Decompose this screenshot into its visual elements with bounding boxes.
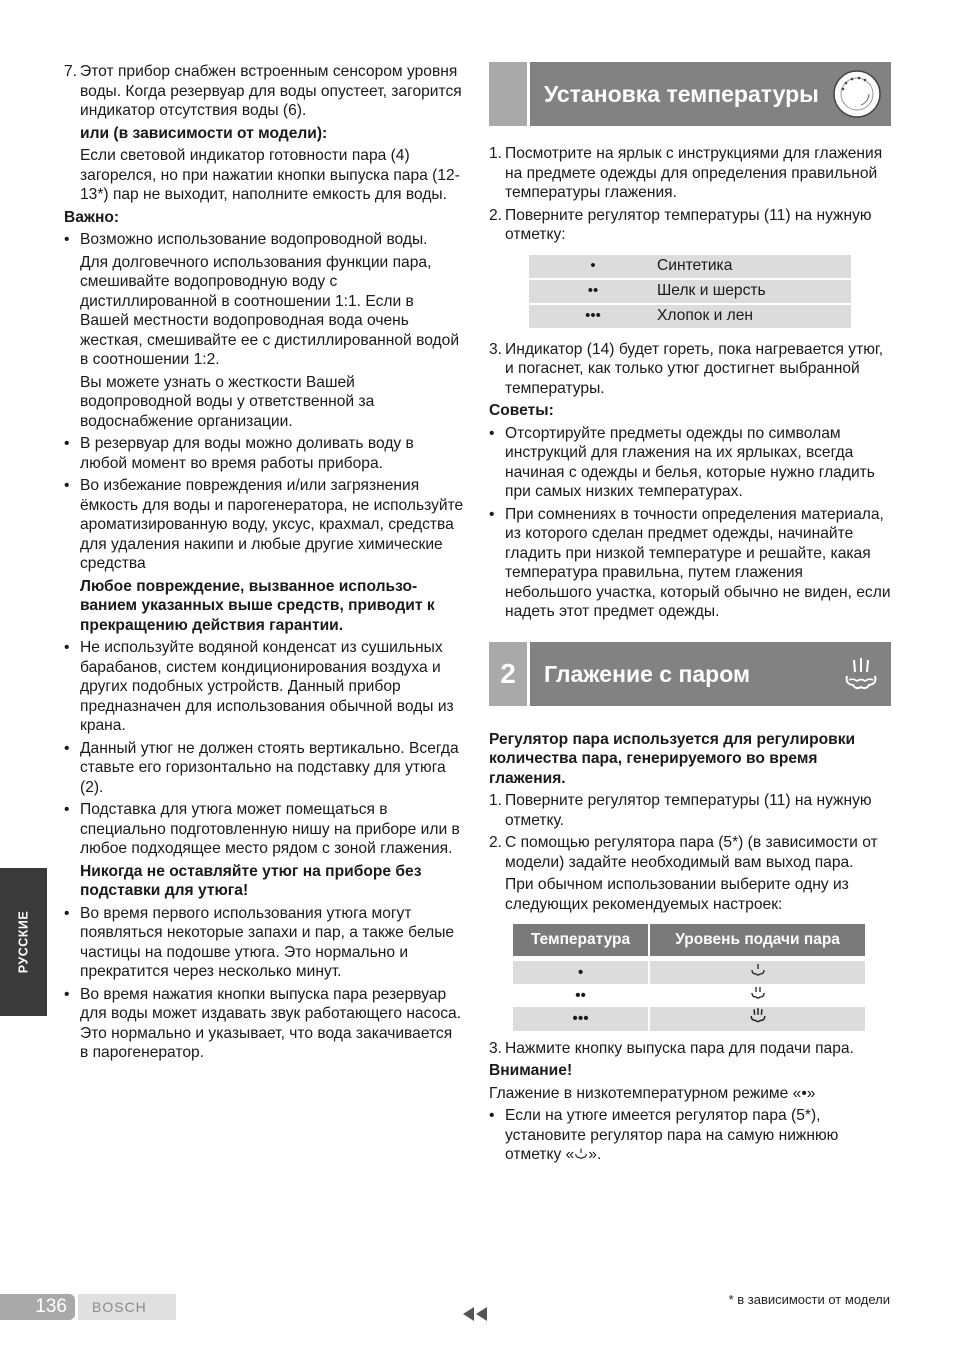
table-row: • Синтетика — [529, 255, 851, 278]
steam-icon — [841, 654, 881, 694]
bullet-text: Во время нажатия кнопки выпуска пара резервуар для воды может издавать звук работающего насоса. Это нормально и указывает, что вода закачивается в парогенератор. — [80, 985, 462, 1061]
bullet-text: Не используйте водяной конденсат из сушильных барабанов, систем кондиционирования воздуха и других подобных устройств. Данный прибор предназначен для использования обычной воды из крана. — [80, 639, 454, 734]
steam-level-1-icon — [574, 1147, 588, 1161]
instruction-step: 3. Индикатор (14) будет гореть, пока нагревается утюг, и погаснет, как только утюг достигнет выбранной температуры. — [489, 340, 884, 397]
column-header: Уровень подачи пара — [650, 924, 865, 956]
steam-intro: Регулятор пара используется для регулировки количества пара, генерируемого во время глажения. — [489, 730, 856, 787]
language-label: РУССКИЕ — [15, 910, 30, 974]
attention-heading: Внимание! — [489, 1062, 573, 1079]
section-header-steam — [489, 642, 891, 706]
list-item: • Во время нажатия кнопки выпуска пара резервуар для воды может издавать звук работающего насоса. Это нормально и указывает, что вода закачивается в парогенератор. — [64, 985, 464, 1063]
bullet-text: Во время первого использования утюга могут появляться некоторые запахи и пар, а также белые частицы на подошве утюга. Это нормально и прекратится через несколько минут. — [80, 904, 455, 980]
list-item: • Если на утюге имеется регулятор пара (5*), установите регулятор пара на самую нижнюю отметку « ». — [489, 1107, 839, 1163]
section-title: Глажение с паром — [544, 660, 750, 687]
list-item: • Данный утюг не должен стоять вертикально. Всегда ставьте его горизонтально на подставку для утюга (2). — [64, 739, 464, 798]
bullet-text: В резервуар для воды можно доливать воду в любой момент во время работы прибора. — [80, 435, 414, 472]
temperature-dial-icon — [831, 68, 883, 120]
instruction-step: 1. Поверните регулятор температуры (11) на нужную отметку. — [489, 792, 872, 829]
bullet-paragraph: Вы можете узнать о жесткости Вашей водопроводной воды у ответственной за водоснабжение организации. — [80, 373, 375, 430]
tips-heading: Советы: — [489, 402, 554, 419]
back-arrows-icon — [462, 1306, 492, 1322]
stand-warning: Никогда не оставляйте утюг на приборе без подставки для утюга! — [80, 862, 422, 899]
attention-text: Глажение в низкотемпературном режиме «•» — [489, 1084, 816, 1102]
list-item: • Отсортируйте предметы одежды по символам инструкций для глажения на их ярлыках, всегда начиная с одежды и белья, которые нужно гладить при самых низких температурах. — [489, 424, 875, 500]
language-side-tab — [0, 868, 47, 1016]
list-item: • В резервуар для воды можно доливать воду в любой момент во время работы прибора. — [64, 434, 464, 473]
table-row: •• Шелк и шерсть — [529, 280, 851, 303]
bullet-paragraph: Для долговечного использования функции пара, смешивайте водопроводную воду с дистиллированной в соотношении 1:1. Если в Вашей местности водопроводная вода очень жесткая, смешивайте ее с дистиллированной водой в соотношении 1:2. — [80, 253, 460, 368]
bullet-text: Возможно использование водопроводной воды. — [80, 231, 428, 248]
footnote: * в зависимости от модели — [728, 1292, 890, 1307]
step-number: 7. — [64, 63, 78, 80]
section-number: 2 — [489, 642, 527, 706]
table-row: ••• — [513, 1007, 865, 1031]
list-item: • Во время первого использования утюга могут появляться некоторые запахи и пар, а также белые частицы на подошве утюга. Это нормально и прекратится через несколько минут. — [64, 904, 464, 982]
step-text: Этот прибор снабжен встроенным сенсором уровня воды. Когда резервуар для воды опустеет, загорится индикатор отсутствия воды (6). — [80, 63, 462, 119]
table-row: ••• Хлопок и лен — [529, 305, 851, 328]
list-item: • При сомнениях в точности определения материала, из которого сделан предмет одежды, начинайте гладить при низкой температуре и решайте, какая температура правильна, путем глажения небольшого участка, который обычно не виден, если надеть этот предмет одежды. — [489, 505, 891, 620]
instruction-step-7 — [64, 62, 464, 121]
section-number-box — [489, 62, 527, 126]
column-header: Температура — [513, 924, 648, 956]
right-column — [489, 62, 891, 1165]
or-heading: или (в зависимости от модели): — [80, 124, 328, 142]
or-text: Если световой индикатор готовности пара (4) загорелся, но при нажатии кнопки выпуска пара (12-13*) пар не выходит, наполните емкость для воды. — [80, 147, 460, 203]
steam-level-1-icon — [750, 962, 766, 978]
instruction-step: 3. Нажмите кнопку выпуска пара для подачи пара. — [489, 1039, 854, 1057]
list-item: • Во избежание повреждения и/или загрязнения ёмкость для воды и парогенератора, не используйте ароматизированную воду, уксус, крахмал, средства для удаления накипи и любые другие химические средства — [64, 477, 464, 572]
temperature-table — [529, 253, 851, 330]
steam-level-3-icon — [749, 1007, 767, 1025]
instruction-step: 2. С помощью регулятора пара (5*) (в зависимости от модели) задайте необходимый вам выход пара. — [489, 834, 878, 871]
steam-level-2-icon — [750, 985, 766, 1001]
table-row: •• — [513, 984, 865, 1007]
warranty-warning: Любое повреждение, вызванное использо-ванием указанных выше средств, приводит к прекращению действия гарантии. — [80, 577, 435, 634]
important-heading: Важно: — [64, 208, 120, 226]
instruction-step: 2. Поверните регулятор температуры (11) на нужную отметку: — [489, 206, 872, 243]
instruction-step: 1. Посмотрите на ярлык с инструкциями для глажения на предмете одежды для определения правильной температуры глажения. — [489, 145, 883, 201]
table-row: • — [513, 961, 865, 984]
list-item: • Не используйте водяной конденсат из сушильных барабанов, систем кондиционирования воздуха и других подобных устройств. Данный прибор предназначен для использования обычной воды из крана. — [64, 638, 464, 736]
section-title: Установка температуры — [544, 81, 819, 107]
list-item: • Подставка для утюга может помещаться в специально подготовленную нишу на приборе или в любое подходящее место рядом с зоной глажения. — [64, 800, 464, 859]
brand-label: BOSCH — [78, 1294, 176, 1320]
table-header-row — [513, 924, 865, 956]
section-header-temperature — [489, 62, 891, 126]
page-number: 136 — [0, 1294, 75, 1320]
list-item: • Возможно использование водопроводной воды. — [64, 230, 464, 250]
bullet-text: Данный утюг не должен стоять вертикально. Всегда ставьте его горизонтально на подставку для утюга (2). — [80, 739, 459, 796]
bullet-text: Подставка для утюга может помещаться в специально подготовленную нишу на приборе или в любое подходящее место рядом с зоной глажения. — [80, 801, 460, 857]
bullet-text: Во избежание повреждения и/или загрязнения ёмкость для воды и парогенератора, не используйте ароматизированную воду, уксус, крахмал, средства для удаления накипи и любые другие химические средства — [80, 477, 464, 572]
left-column — [64, 62, 464, 1063]
step-extra: При обычном использовании выберите одну из следующих рекомендуемых настроек: — [505, 876, 849, 913]
steam-settings-table — [511, 924, 867, 1031]
